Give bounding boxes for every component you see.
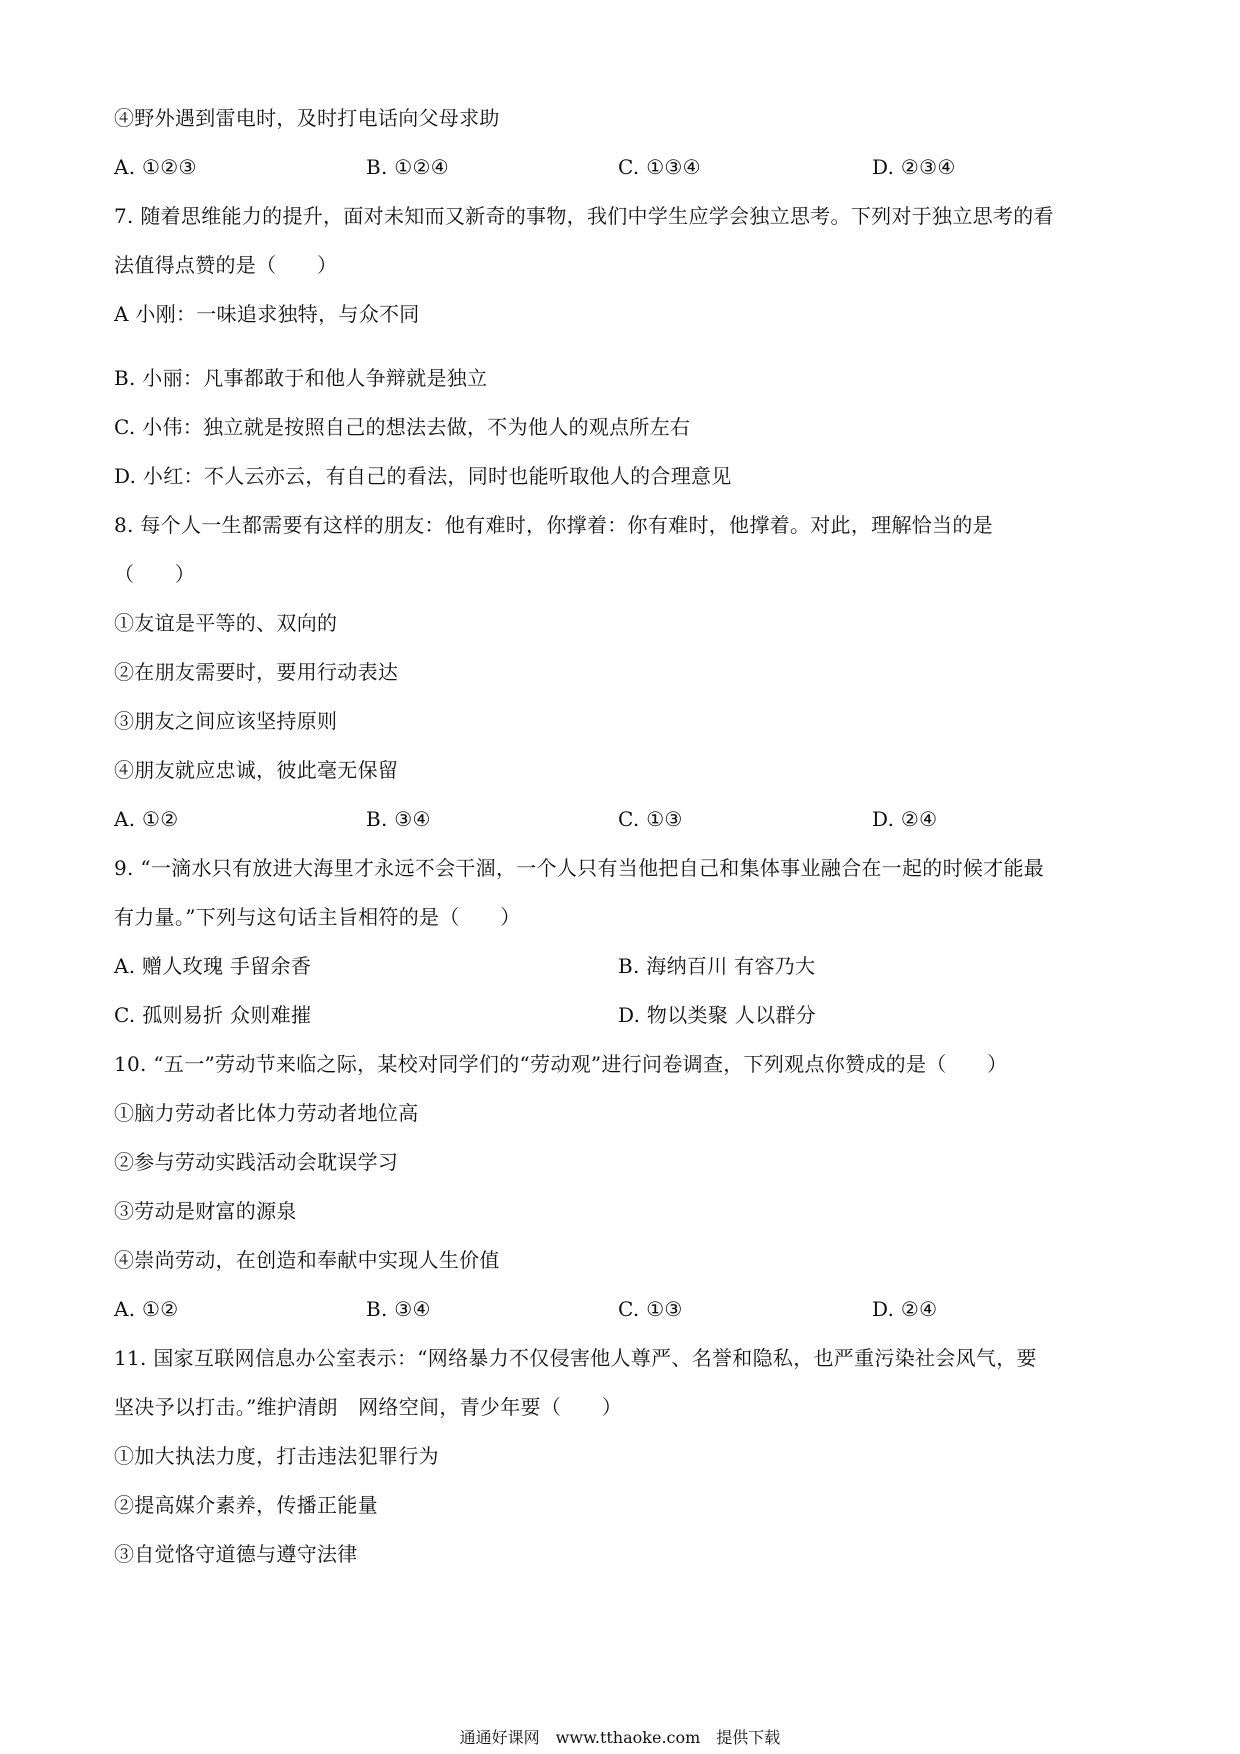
q8-stem-line-1: 8. 每个人一生都需要有这样的朋友：他有难时，你撑着：你有难时，他撑着。对此，理解恰当的是 xyxy=(114,513,993,537)
q6-item-4: ④野外遇到雷电时，及时打电话向父母求助 xyxy=(114,106,500,130)
q7-option-b: B. 小丽：凡事都敢于和他人争辩就是独立 xyxy=(114,366,488,390)
q11-stem-line-1: 11. 国家互联网信息办公室表示：“网络暴力不仅侵害他人尊严、名誉和隐私，也严重污染社会风气，要 xyxy=(114,1346,1037,1370)
q8-option-b: B. ③④ xyxy=(366,807,431,831)
q10-stem-line-1: 10. “五一”劳动节来临之际，某校对同学们的“劳动观”进行问卷调查，下列观点你赞成的是（ ） xyxy=(114,1052,1008,1076)
q10-item-2: ②参与劳动实践活动会耽误学习 xyxy=(114,1150,399,1174)
q6-option-c: C. ①③④ xyxy=(618,155,701,179)
q9-stem-line-1: 9. “一滴水只有放进大海里才永远不会干涸，一个人只有当他把自己和集体事业融合在一起的时候才能最 xyxy=(114,856,1045,880)
q7-option-a: A 小刚：一味追求独特，与众不同 xyxy=(114,302,420,326)
q7-stem-line-1: 7. 随着思维能力的提升，面对未知而又新奇的事物，我们中学生应学会独立思考。下列对于独立思考的看 xyxy=(114,204,1054,228)
q8-option-a: A. ①② xyxy=(114,807,179,831)
q9-option-a: A. 赠人玫瑰 手留余香 xyxy=(114,954,312,978)
q10-option-d: D. ②④ xyxy=(872,1297,938,1321)
q10-option-c: C. ①③ xyxy=(618,1297,683,1321)
q10-item-4: ④崇尚劳动，在创造和奉献中实现人生价值 xyxy=(114,1248,500,1272)
q11-stem-line-2: 坚决予以打击。”维护清朗 网络空间，青少年要（ ） xyxy=(114,1395,623,1419)
q7-stem-line-2: 法值得点赞的是（ ） xyxy=(114,253,338,277)
q6-option-b: B. ①②④ xyxy=(366,155,450,179)
page-footer: 通通好课网 www.tthaoke.com 提供下载 xyxy=(459,1728,781,1747)
q11-item-1: ①加大执法力度，打击违法犯罪行为 xyxy=(114,1444,439,1468)
q10-item-3: ③劳动是财富的源泉 xyxy=(114,1199,297,1223)
q10-option-b: B. ③④ xyxy=(366,1297,431,1321)
q9-option-b: B. 海纳百川 有容乃大 xyxy=(618,954,816,978)
q6-option-a: A. ①②③ xyxy=(114,155,197,179)
q8-item-1: ①友谊是平等的、双向的 xyxy=(114,611,338,635)
q11-item-2: ②提高媒介素养，传播正能量 xyxy=(114,1493,378,1517)
q7-option-c: C. 小伟：独立就是按照自己的想法去做，不为他人的观点所左右 xyxy=(114,415,691,439)
q10-option-a: A. ①② xyxy=(114,1297,179,1321)
q9-option-c: C. 孤则易折 众则难摧 xyxy=(114,1003,312,1027)
q8-option-c: C. ①③ xyxy=(618,807,683,831)
q6-option-d: D. ②③④ xyxy=(872,155,956,179)
q7-option-d: D. 小红：不人云亦云，有自己的看法，同时也能听取他人的合理意见 xyxy=(114,464,732,488)
q9-stem-line-2: 有力量。”下列与这句话主旨相符的是（ ） xyxy=(114,905,521,929)
q8-item-2: ②在朋友需要时，要用行动表达 xyxy=(114,660,399,684)
q9-option-d: D. 物以类聚 人以群分 xyxy=(618,1003,816,1027)
q8-option-d: D. ②④ xyxy=(872,807,938,831)
q8-item-3: ③朋友之间应该坚持原则 xyxy=(114,709,338,733)
q10-item-1: ①脑力劳动者比体力劳动者地位高 xyxy=(114,1101,419,1125)
q11-item-3: ③自觉恪守道德与遵守法律 xyxy=(114,1542,358,1566)
q8-stem-line-2: （ ） xyxy=(114,562,196,586)
q8-item-4: ④朋友就应忠诚，彼此毫无保留 xyxy=(114,758,399,782)
